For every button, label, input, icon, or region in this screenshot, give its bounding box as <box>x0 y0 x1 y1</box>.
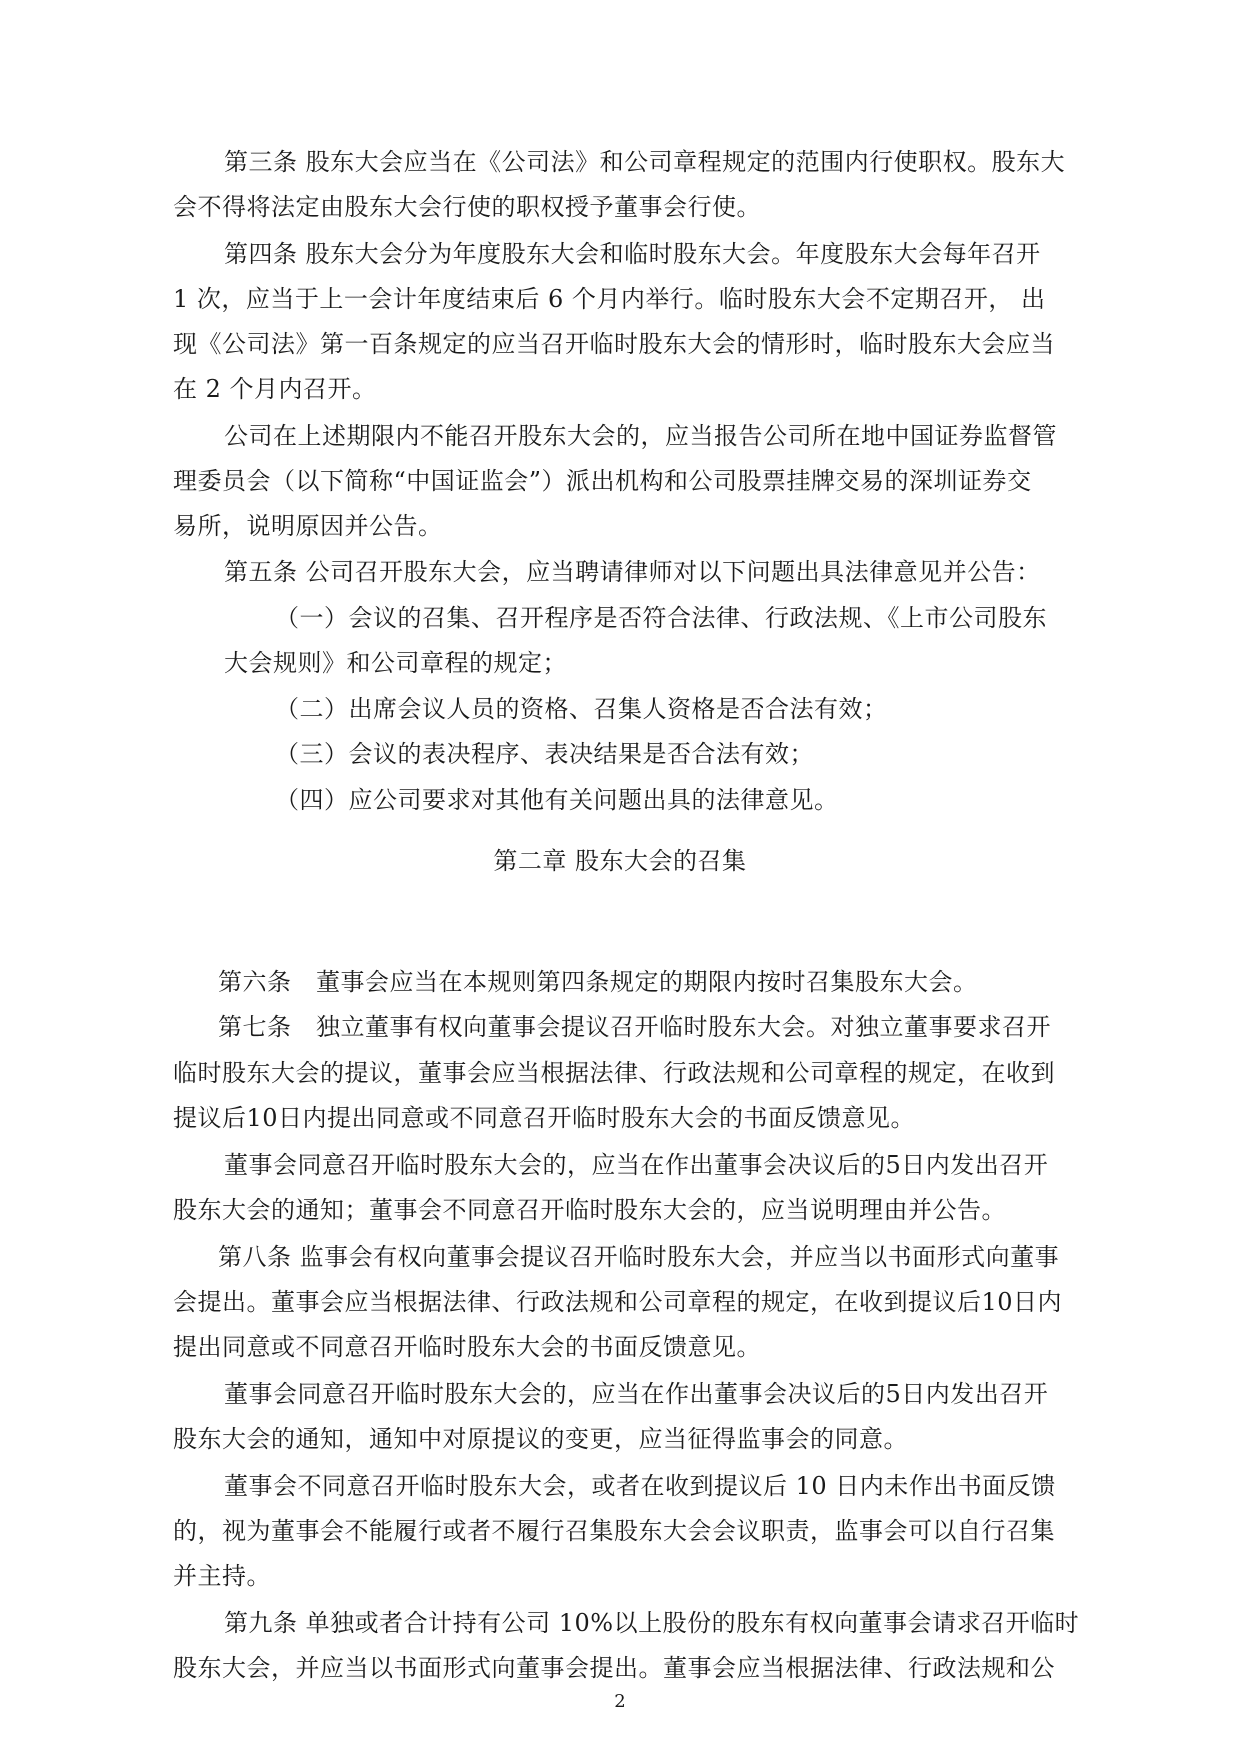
article-8-para3-line-1: 董事会不同意召开临时股东大会，或者在收到提议后 10 日内未作出书面反馈 <box>224 1472 1056 1500</box>
article-7-para2-line-2: 股东大会的通知；董事会不同意召开临时股东大会的，应当说明理由并公告。 <box>173 1196 1006 1224</box>
article-5-item-4: （四）应公司要求对其他有关问题出具的法律意见。 <box>275 786 839 814</box>
article-5-item-2: （二）出席会议人员的资格、召集人资格是否合法有效； <box>275 695 888 723</box>
article-4-para2-line-2: 理委员会（以下简称“中国证监会”）派出机构和公司股票挂牌交易的深圳证券交 <box>173 467 1032 495</box>
article-3-line-2: 会不得将法定由股东大会行使的职权授予董事会行使。 <box>173 193 761 221</box>
article-5-item-3: （三）会议的表决程序、表决结果是否合法有效； <box>275 740 814 768</box>
article-4-para2-line-3: 易所，说明原因并公告。 <box>173 512 443 540</box>
article-8-para3-line-2: 的，视为董事会不能履行或者不履行召集股东大会会议职责，监事会可以自行召集 <box>173 1517 1055 1545</box>
article-5-line-1: 第五条 公司召开股东大会，应当聘请律师对以下问题出具法律意见并公告： <box>224 558 1041 586</box>
article-8-para2-line-2: 股东大会的通知，通知中对原提议的变更，应当征得监事会的同意。 <box>173 1425 908 1453</box>
article-4-line-4: 在 2 个月内召开。 <box>173 375 377 403</box>
article-7-line-2: 临时股东大会的提议，董事会应当根据法律、行政法规和公司章程的规定，在收到 <box>173 1059 1055 1087</box>
article-3-line-1: 第三条 股东大会应当在《公司法》和公司章程规定的范围内行使职权。股东大 <box>224 148 1066 176</box>
article-9-line-2: 股东大会，并应当以书面形式向董事会提出。董事会应当根据法律、行政法规和公 <box>173 1654 1055 1682</box>
article-8-line-1: 第八条 监事会有权向董事会提议召开临时股东大会，并应当以书面形式向董事 <box>218 1243 1060 1271</box>
article-8-para2-line-1: 董事会同意召开临时股东大会的，应当在作出董事会决议后的5日内发出召开 <box>224 1380 1049 1408</box>
article-4-line-1: 第四条 股东大会分为年度股东大会和临时股东大会。年度股东大会每年召开 <box>224 240 1041 268</box>
article-5-item-1-line-2: 大会规则》和公司章程的规定； <box>224 649 567 677</box>
article-8-line-2: 会提出。董事会应当根据法律、行政法规和公司章程的规定，在收到提议后10日内 <box>173 1288 1063 1316</box>
article-4-para2-line-1: 公司在上述期限内不能召开股东大会的，应当报告公司所在地中国证券监督管 <box>224 422 1057 450</box>
article-7-line-1: 第七条 独立董事有权向董事会提议召开临时股东大会。对独立董事要求召开 <box>218 1013 1051 1041</box>
chapter-title: 第二章 股东大会的召集 <box>493 847 747 875</box>
article-7-line-3: 提议后10日内提出同意或不同意召开临时股东大会的书面反馈意见。 <box>173 1104 916 1132</box>
article-5-item-1-line-1: （一）会议的召集、召开程序是否符合法律、行政法规、《上市公司股东 <box>275 604 1047 632</box>
article-4-line-2: 1 次，应当于上一会计年度结束后 6 个月内举行。临时股东大会不定期召开， 出 <box>173 285 1046 313</box>
article-6-line-1: 第六条 董事会应当在本规则第四条规定的期限内按时召集股东大会。 <box>218 968 978 996</box>
article-8-line-3: 提出同意或不同意召开临时股东大会的书面反馈意见。 <box>173 1333 761 1361</box>
article-4-line-3: 现《公司法》第一百条规定的应当召开临时股东大会的情形时，临时股东大会应当 <box>173 330 1055 358</box>
article-9-line-1: 第九条 单独或者合计持有公司 10%以上股份的股东有权向董事会请求召开临时 <box>224 1609 1080 1637</box>
article-8-para3-line-3: 并主持。 <box>173 1562 271 1590</box>
article-7-para2-line-1: 董事会同意召开临时股东大会的，应当在作出董事会决议后的5日内发出召开 <box>224 1151 1049 1179</box>
page-number: 2 <box>614 1691 626 1712</box>
